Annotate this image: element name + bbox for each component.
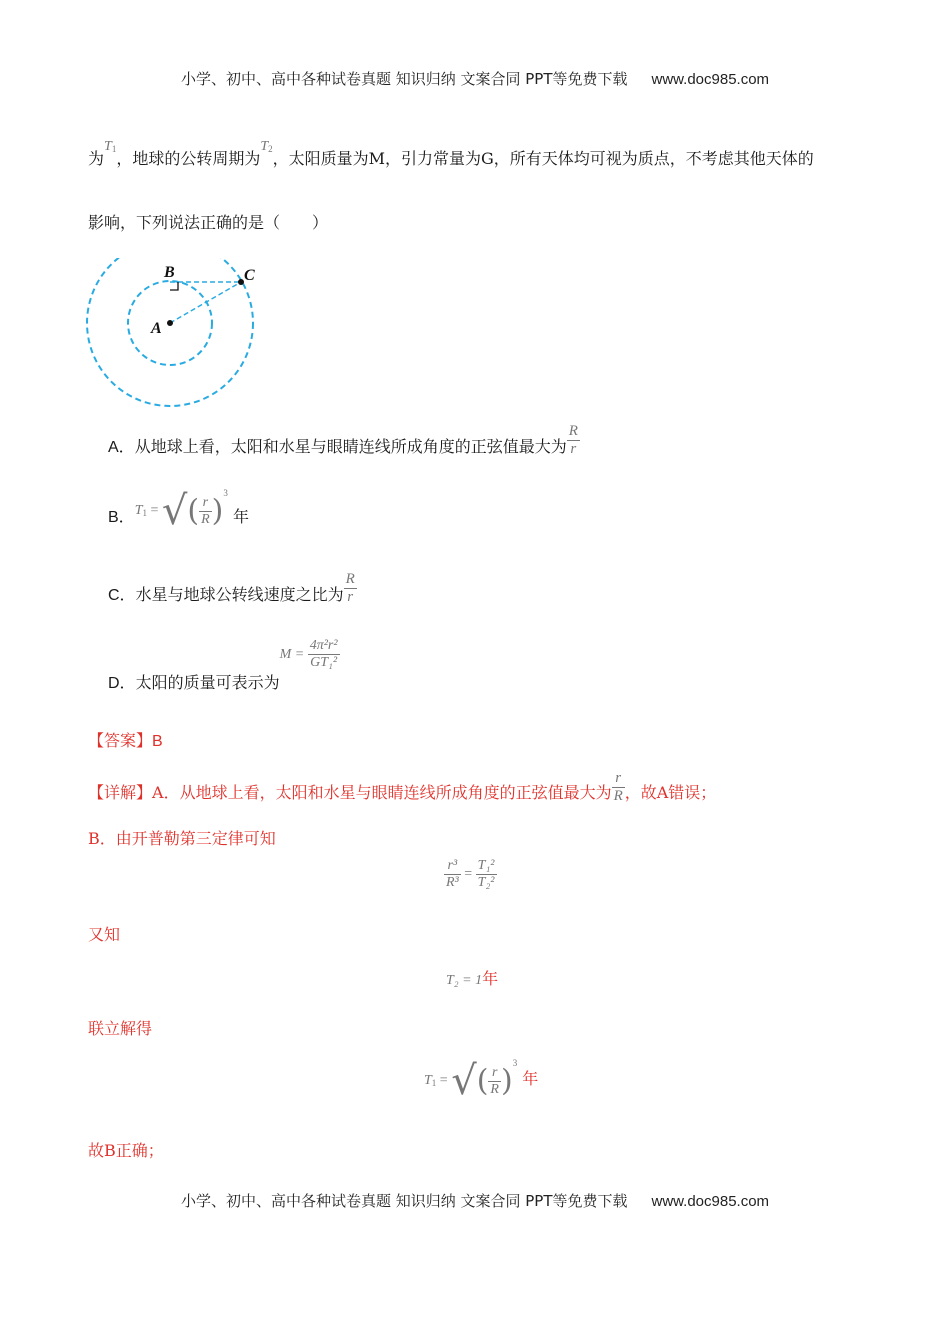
q-mid: ，地球的公转周期为 [116, 149, 261, 168]
header-text: 小学、初中、高中各种试卷真题 知识归纳 文案合同 PPT等免费下载 [180, 70, 628, 88]
option-d-text: 太阳的质量可表示为 [135, 672, 280, 692]
t2-unit: 年 [482, 969, 499, 988]
explanation-a [88, 770, 717, 811]
option-a-letter: A． [108, 439, 135, 456]
option-a [108, 423, 580, 465]
t1-unit: 年 [522, 1069, 539, 1089]
option-c-letter: C． [108, 587, 136, 604]
t2-equation [446, 966, 498, 989]
footer-site: www.doc985.com [651, 1193, 770, 1210]
option-d-letter: D． [108, 674, 136, 692]
explanation-b-intro: B．由开普勒第三定律可知 [88, 829, 276, 848]
option-a-fraction: $\frac{R}{r}$ [568, 423, 578, 457]
footer-text: 小学、初中、高中各种试卷真题 知识归纳 文案合同 PPT等免费下载 [180, 1192, 628, 1210]
combine-text: 联立解得 [88, 1019, 153, 1038]
label-a: A [151, 320, 162, 337]
option-b [108, 490, 249, 536]
t2-symbol: $T_2$ [260, 139, 273, 154]
line-ac [170, 282, 241, 323]
option-b-unit: 年 [232, 507, 249, 527]
option-d-formula: M = $\frac{\text{4π²r²}}{\text{GT₁²}}$ [279, 638, 338, 670]
answer-line [88, 728, 163, 751]
point-a [167, 320, 173, 326]
answer-value: B [152, 733, 163, 750]
option-b-letter: B． [108, 509, 135, 527]
question-line-1 [88, 139, 878, 169]
option-a-text: 从地球上看，太阳和水星与眼睛连线所成角度的正弦值最大为 [134, 437, 567, 456]
orbit-diagram [84, 258, 260, 412]
also-know-text: 又知 [88, 925, 121, 944]
t1-symbol: $T_1$ [104, 139, 117, 154]
explanation-a-text: A．从地球上看，太阳和水星与眼睛连线所成角度的正弦值最大为 [152, 783, 612, 802]
right-angle-mark [170, 282, 178, 290]
conclusion-text: 故B正确； [88, 1141, 164, 1160]
t1-formula: $T_1$ = √( $\frac{r}{R}$ )$^3$ [424, 1058, 518, 1104]
label-b: B [164, 264, 175, 281]
t1-result [424, 1058, 538, 1104]
q-prefix: 为 [88, 149, 105, 168]
t2-formula: T₂ = 1 [446, 973, 483, 988]
explanation-a-tail: ，故A错误； [624, 783, 717, 802]
explanation-a-fraction: $\frac{r}{R}$ [613, 770, 623, 804]
header-site: www.doc985.com [651, 71, 770, 88]
option-c-fraction: $\frac{R}{r}$ [345, 571, 355, 605]
explanation-label: 【详解】 [88, 783, 153, 802]
answer-label: 【答案】 [88, 731, 153, 750]
option-d [108, 638, 340, 692]
page-footer [0, 1190, 950, 1211]
q-rest: ，太阳质量为M，引力常量为G，所有天体均可视为质点，不考虑其他天体的 [272, 149, 814, 168]
page-header [0, 68, 950, 89]
option-c [108, 571, 357, 613]
option-c-text: 水星与地球公转线速度之比为 [135, 585, 344, 604]
option-b-formula: $T_1$ = √( $\frac{r}{R}$ )$^3$ [134, 488, 228, 534]
label-c: C [244, 267, 255, 284]
question-line-2: 影响，下列说法正确的是（ ） [88, 213, 329, 232]
kepler-formula: $\frac{\text{r³}}{\text{R³}}$ = $\frac{\text{T₁²}}{\text{T₂²}}$ [446, 858, 495, 890]
